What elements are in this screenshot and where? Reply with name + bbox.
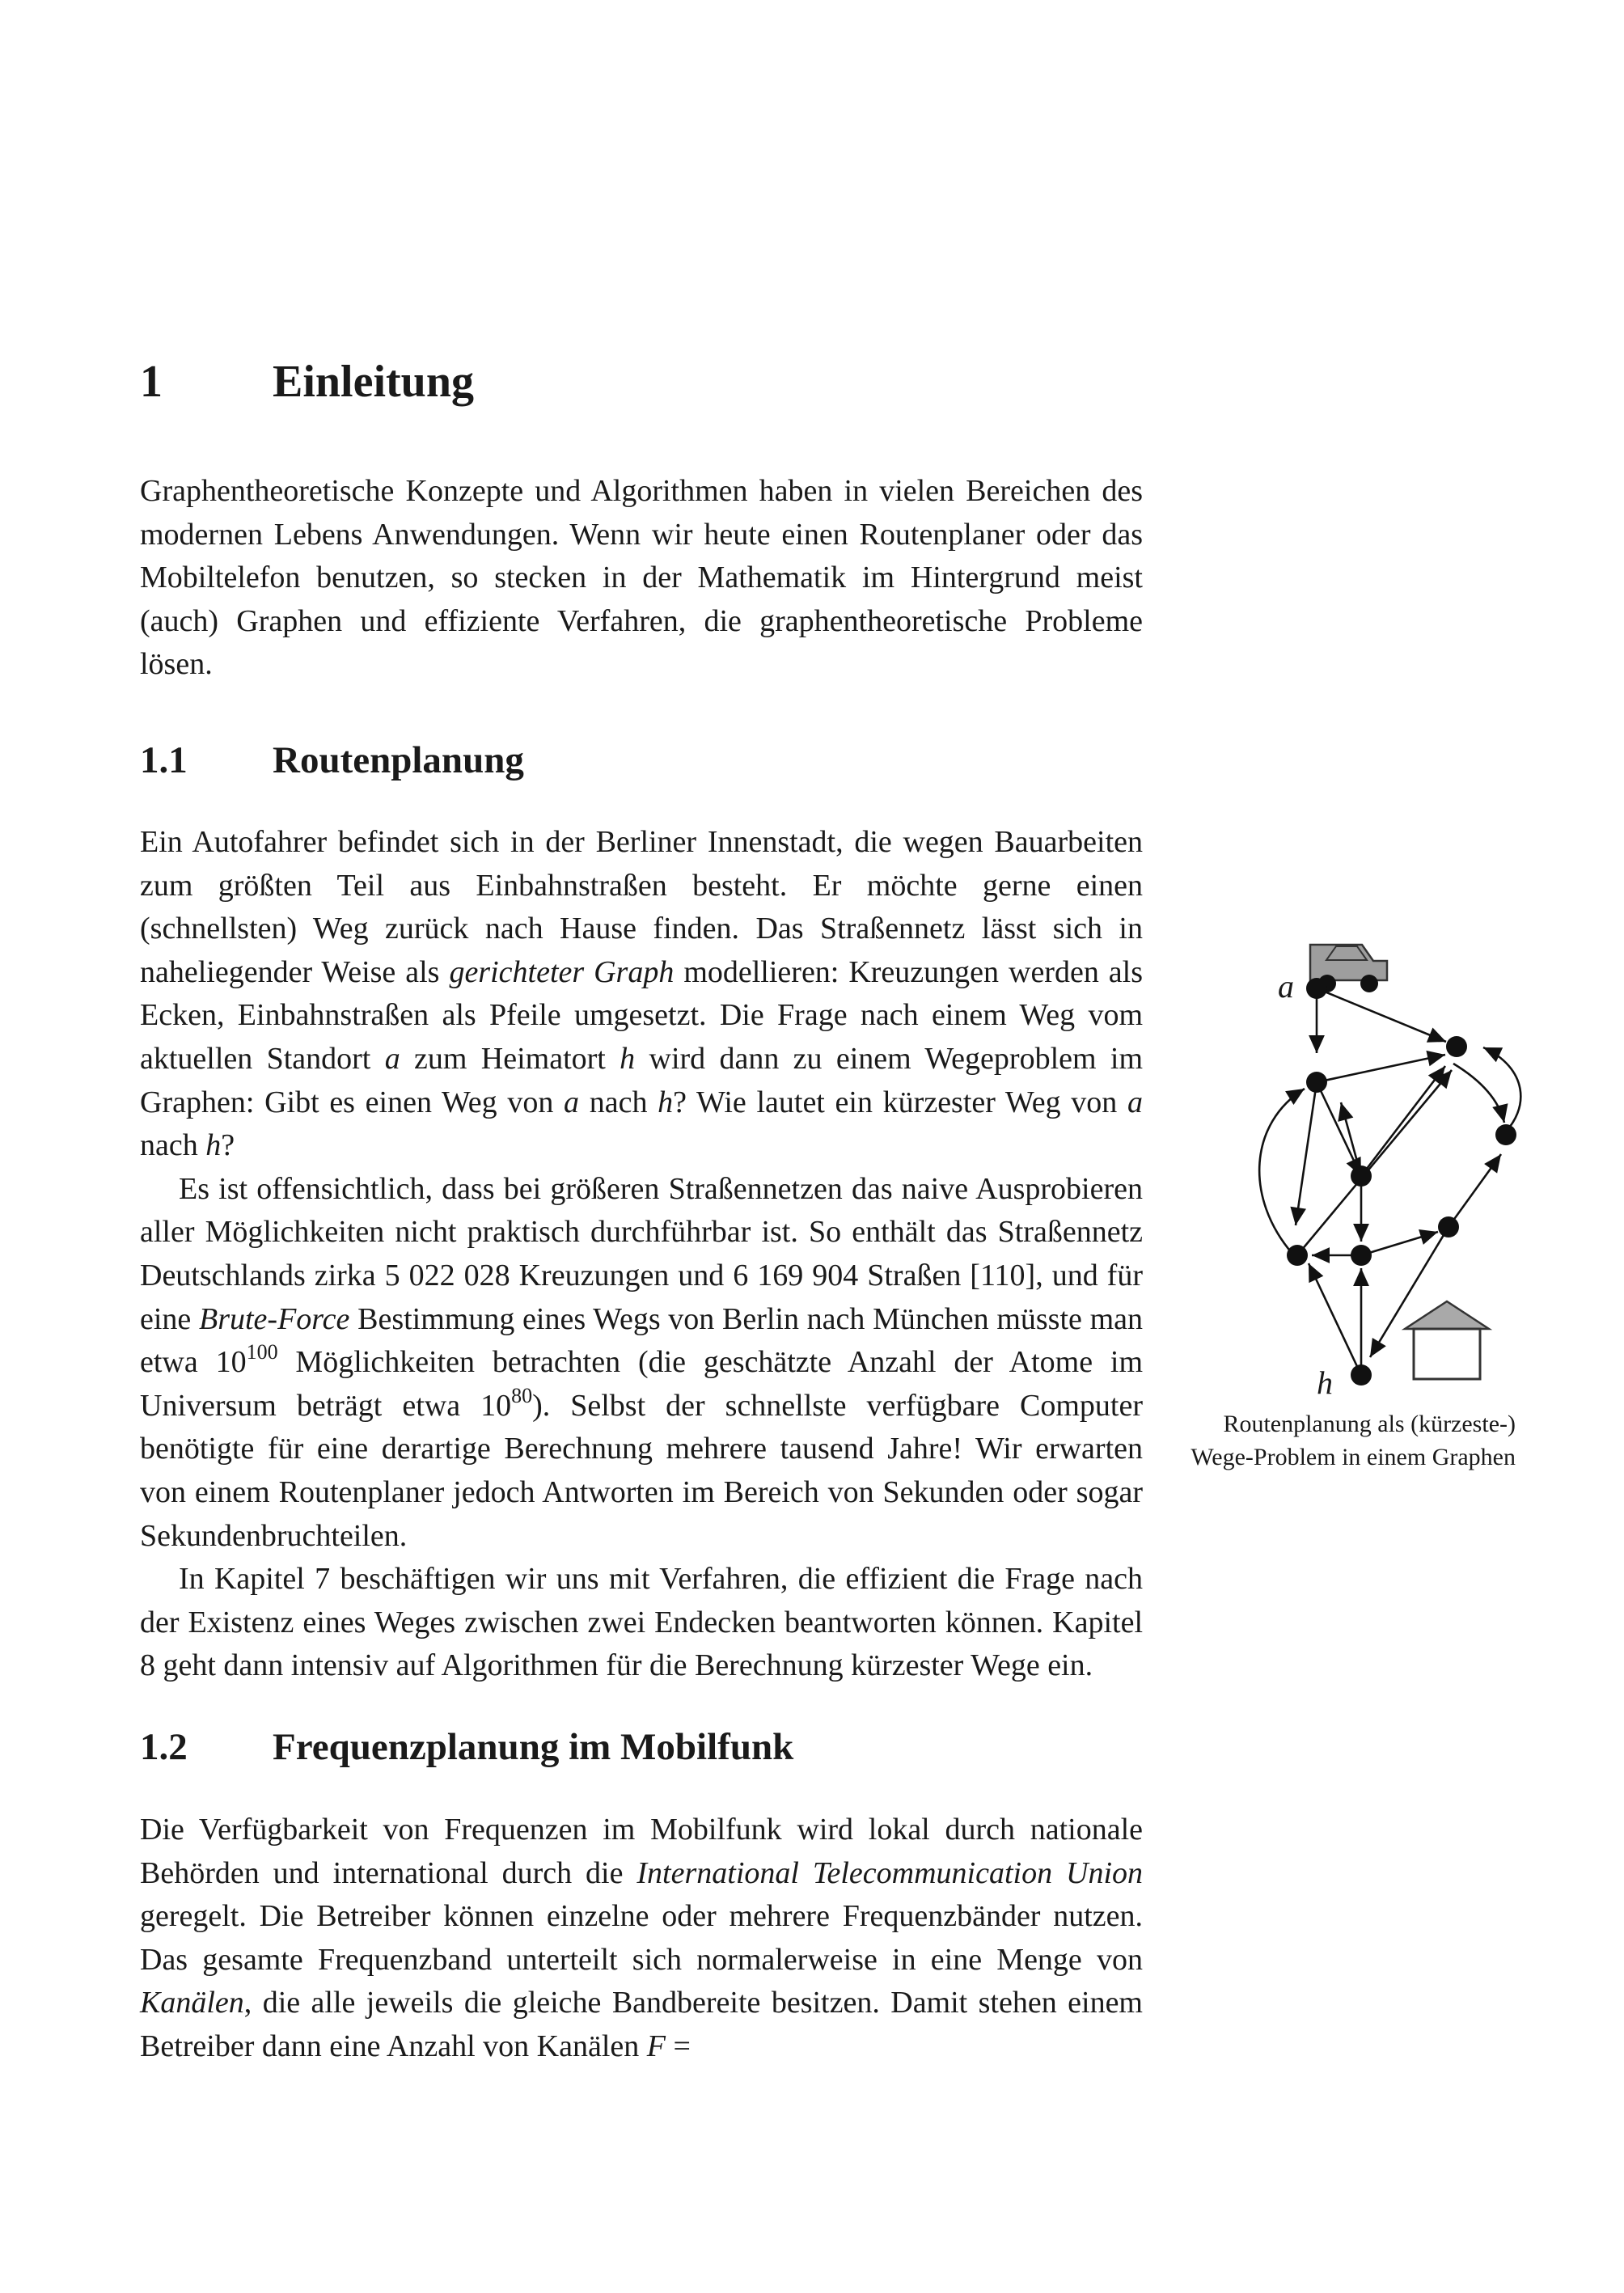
edge: [1259, 1089, 1305, 1254]
edge: [1309, 1263, 1361, 1375]
vertex-h: [1351, 1364, 1372, 1386]
vertex: [1306, 1072, 1327, 1093]
vertex-a: [1306, 978, 1327, 999]
chapter-number: 1: [140, 357, 163, 407]
directed-graph: [1173, 906, 1545, 1407]
term-channels: Kanälen: [140, 1986, 244, 2020]
house-icon: [1405, 1301, 1489, 1379]
section-1-2-body: [140, 1809, 1143, 2069]
section-title: Routenplanung: [273, 739, 524, 781]
intro-paragraph: [140, 470, 1143, 687]
figure-caption: Routenplanung als (kürzeste-) Wege-Problem in einem Graphen: [1191, 1411, 1516, 1470]
intro-text: Graphentheoretische Konzepte und Algorithmen haben in vielen Bereichen des modernen Lebens Anwendungen. Wenn wir heute einen Routenplaner oder das Mobiltelefon benutzen, so stecken in der Mathematik im Hintergrund meist (auch) Graphen und effiziente Verfahren, die graphentheoretische Probleme lösen.: [140, 474, 1143, 682]
section-number: 1.1: [140, 739, 188, 781]
paragraph-routing: Ein Autofahrer befindet sich in der Berliner Innenstadt, die wegen Bauarbeiten zum größten Teil aus Einbahnstraßen besteht. Er möchte gerne einen (schnellsten) Weg zurück nach Hause finden. Das Straßennetz lässt sich in naheliegender Weise als gerichteter Graph modellieren: Kreuzungen werden als Ecken, Einbahnstraßen als Pfeile umgesetzt. Die Frage nach einem Weg vom aktuellen Standort a zum Heimatort h wird dann zu einem Wegeproblem im Graphen: Gibt es einen Weg von a nach h? Wie lautet ein kürzester Weg von a nach h?: [140, 825, 1144, 1163]
vertex: [1438, 1216, 1459, 1237]
vertex: [1351, 1166, 1372, 1187]
vertex: [1495, 1124, 1516, 1145]
vertex-label-a: a: [1278, 968, 1294, 1005]
edge: [1317, 1055, 1445, 1082]
edge: [1297, 1070, 1452, 1255]
paragraph-brute-force: Es ist offensichtlich, dass bei größeren Straßennetzen das naive Ausprobieren aller Möglichkeiten nicht praktisch durchführbar ist. So enthält das Straßennetz Deutschlands zirka 5 022 028 Kreuzungen und 6 169 904 Straßen [110], und für eine Brute-Force Bestimmung eines Wegs von Berlin nach München müsste man etwa $10^{100}$ Möglichkeiten betrachten (die geschätzte Anzahl der Atome im Universum beträgt etwa $10^{80}$). Selbst der schnellste verfügbare Computer benötigte für eine derartige Berechnung mehrere tausend Jahre! Wir erwarten von einem Routenplaner jedoch Antworten im Bereich von Sekunden oder sogar Sekundenbruchteilen.: [140, 1171, 1144, 1553]
edge: [1317, 988, 1446, 1042]
edge: [1317, 1082, 1361, 1176]
chapter-title: Einleitung: [273, 357, 474, 407]
edge: [1361, 1066, 1445, 1176]
edge: [1453, 1064, 1504, 1123]
vertex: [1351, 1245, 1372, 1266]
route-graph-figure: [1173, 906, 1545, 1407]
section-number: 1.2: [140, 1726, 188, 1768]
vertex: [1287, 1245, 1308, 1266]
term-directed-graph: gerichteter Graph: [449, 954, 675, 989]
vertex: [1446, 1036, 1467, 1057]
edge: [1448, 1154, 1501, 1227]
term-brute-force: Brute-Force: [199, 1301, 350, 1336]
section-1-1-body: [140, 821, 1143, 1688]
paragraph-chapter-refs: In Kapitel 7 beschäftigen wir uns mit Verfahren, die effizient die Frage nach der Existenz eines Weges zwischen zwei Endecken beantworten können. Kapitel 8 geht dann intensiv auf Algorithmen für die Berechnung kürzester Wege ein.: [140, 1562, 1143, 1683]
edge: [1361, 1232, 1438, 1255]
section-title: Frequenzplanung im Mobilfunk: [273, 1726, 794, 1768]
paragraph-frequencies: Die Verfügbarkeit von Frequenzen im Mobilfunk wird lokal durch nationale Behörden und international durch die International Telecommunication Union geregelt. Die Betreiber können einzelne oder mehrere Frequenzbänder nutzen. Das gesamte Frequenzband unterteilt sich normalerweise in eine Menge von Kanälen, die alle jeweils die gleiche Bandbereite besitzen. Damit stehen einem Betreiber dann eine Anzahl von Kanälen F =: [140, 1813, 1144, 2063]
edge: [1296, 1082, 1317, 1225]
vertex-label-h: h: [1317, 1364, 1333, 1401]
term-itu: International Telecommunication Union: [636, 1855, 1144, 1890]
